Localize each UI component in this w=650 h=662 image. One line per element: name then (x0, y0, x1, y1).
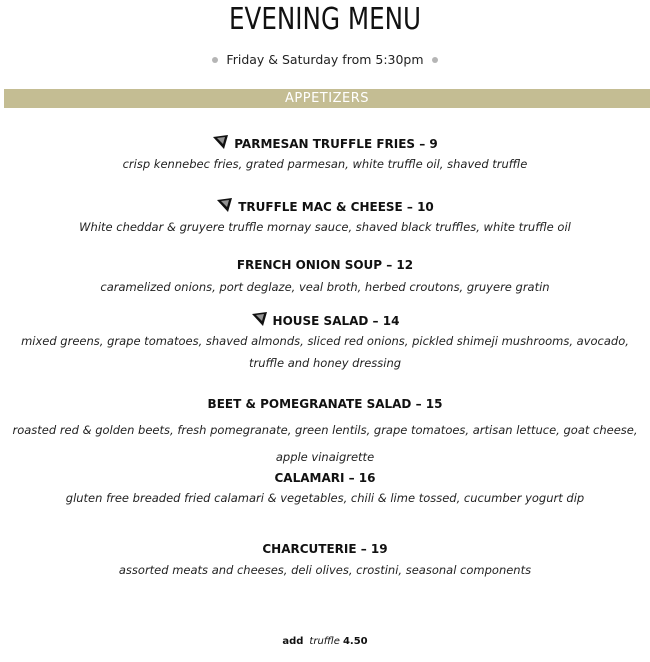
item-description: caramelized onions, port deglaze, veal broth, herbed croutons, gruyere gratin (100, 280, 550, 294)
item-name: BEET & POMEGRANATE SALAD – 15 (207, 397, 443, 411)
bullet-dot-icon (212, 57, 218, 63)
item-name: FRENCH ONION SOUP – 12 (236, 258, 414, 272)
truffle-addon-note (0, 636, 650, 647)
truffle-icon (212, 134, 230, 150)
menu-item (0, 197, 650, 234)
section-header-appetizers: APPETIZERS (4, 89, 650, 108)
hours-text: Friday & Saturday from 5:30pm (226, 52, 424, 67)
item-description: crisp kennebec fries, grated parmesan, white truffle oil, shaved truffle (122, 157, 528, 171)
item-name: HOUSE SALAD – 14 (272, 314, 400, 328)
menu-item (0, 134, 650, 171)
item-description: assorted meats and cheeses, deli olives, crostini, seasonal components (118, 563, 532, 577)
menu-item (0, 542, 650, 577)
item-name: PARMESAN TRUFFLE FRIES – 9 (234, 137, 438, 151)
item-name: TRUFFLE MAC & CHEESE – 10 (238, 200, 434, 214)
menu-item (0, 311, 650, 374)
menu-item (0, 471, 650, 505)
item-name: CHARCUTERIE – 19 (262, 542, 388, 556)
menu-item (0, 397, 650, 471)
menu-item (0, 258, 650, 294)
item-description: White cheddar & gruyere truffle mornay sauce, shaved black truffles, white truffle oil (79, 220, 571, 234)
truffle-price: 4.50 (342, 636, 368, 647)
truffle-icon (216, 197, 234, 213)
menu-title: EVENING MENU (228, 2, 422, 37)
add-label: add (282, 636, 304, 647)
truffle-icon (251, 311, 269, 327)
bullet-dot-icon (432, 57, 438, 63)
menu-subtitle (0, 52, 650, 67)
item-name: CALAMARI – 16 (274, 471, 376, 485)
item-description: gluten free breaded fried calamari & vegetables, chili & lime tossed, cucumber yogurt dip (65, 491, 585, 505)
item-description: roasted red & golden beets, fresh pomegranate, green lentils, grape tomatoes, artisan lettuce, goat cheese, apple vinaigrette (12, 423, 638, 464)
item-description: mixed greens, grape tomatoes, shaved almonds, sliced red onions, pickled shimeji mushrooms, avocado, truffle and honey dressing (21, 334, 629, 370)
truffle-label: truffle (309, 636, 340, 647)
